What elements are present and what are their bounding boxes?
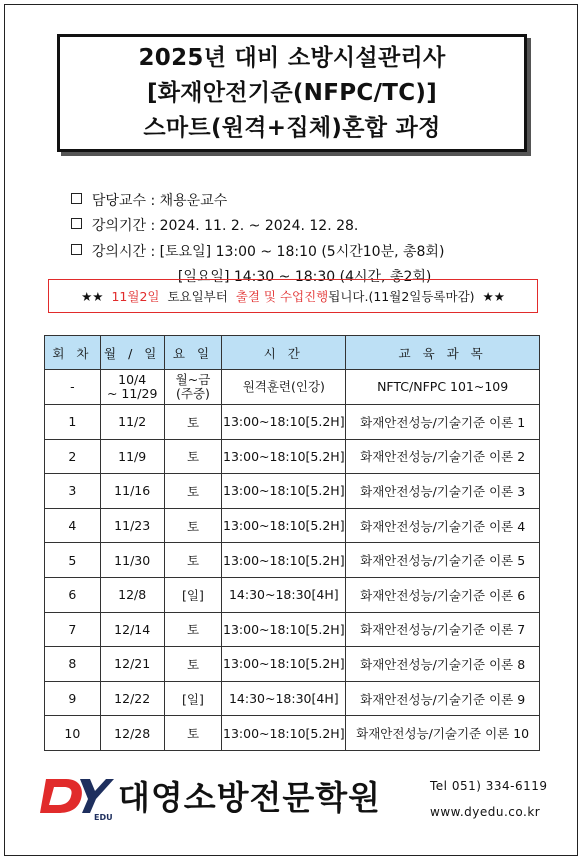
- header-time: 시 간: [222, 336, 346, 370]
- notice-stars-right: ★★: [482, 288, 505, 304]
- cell-round: 3: [45, 474, 101, 509]
- cell-round: -: [45, 370, 101, 405]
- academy-tel: Tel 051) 334-6119: [430, 779, 548, 793]
- notice-text-2: 됩니다.(11월2일등록마감): [328, 289, 475, 304]
- cell-subject: 화재안전성능/기술기준 이론 6: [346, 577, 540, 612]
- cell-date: 11/2: [100, 405, 164, 440]
- cell-date-line-1: 10/4: [118, 372, 147, 387]
- cell-date: 11/16: [100, 474, 164, 509]
- cell-subject: NFTC/NFPC 101~109: [346, 370, 540, 405]
- cell-day: 토: [164, 647, 222, 682]
- cell-round: 1: [45, 405, 101, 440]
- title-line-2: [화재안전기준(NFPC/TC)]: [146, 79, 438, 106]
- cell-time: 13:00~18:10[5.2H]: [222, 439, 346, 474]
- cell-subject: 화재안전성능/기술기준 이론 8: [346, 647, 540, 682]
- cell-day: [일]: [164, 681, 222, 716]
- cell-round: 9: [45, 681, 101, 716]
- cell-time: 14:30~18:30[4H]: [222, 681, 346, 716]
- cell-round: 7: [45, 612, 101, 647]
- cell-date-line-2: ~ 11/29: [106, 386, 158, 401]
- table-row: [45, 716, 540, 751]
- cell-day: 토: [164, 508, 222, 543]
- notice-text-1: 토요일부터: [167, 289, 228, 304]
- info-period-text: 강의기간 : 2024. 11. 2. ~ 2024. 12. 28.: [91, 218, 359, 234]
- title-line-3: 스마트(원격+집체)혼합 과정: [143, 114, 441, 141]
- checkbox-bullet-icon: [71, 244, 82, 255]
- cell-date: 11/9: [100, 439, 164, 474]
- table-row: [45, 439, 540, 474]
- table-row: [45, 577, 540, 612]
- cell-date: 12/14: [100, 612, 164, 647]
- cell-day: 토: [164, 474, 222, 509]
- cell-date: [100, 370, 164, 405]
- cell-round: 10: [45, 716, 101, 751]
- table-row: [45, 508, 540, 543]
- cell-round: 2: [45, 439, 101, 474]
- cell-time: 13:00~18:10[5.2H]: [222, 543, 346, 578]
- cell-time: 13:00~18:10[5.2H]: [222, 647, 346, 682]
- notice-attend-text: 출결 및 수업진행: [235, 289, 329, 304]
- header-subject: 교 육 과 목: [346, 336, 540, 370]
- cell-day-line-1: 월~금: [175, 372, 211, 387]
- cell-time: 13:00~18:10[5.2H]: [222, 612, 346, 647]
- table-row: [45, 681, 540, 716]
- info-time-text-2: [일요일] 14:30 ~ 18:30 (4시간, 총2회): [177, 269, 432, 285]
- cell-day: 토: [164, 543, 222, 578]
- table-row: [45, 543, 540, 578]
- cell-day: [164, 370, 222, 405]
- cell-time: 14:30~18:30[4H]: [222, 577, 346, 612]
- cell-time: 13:00~18:10[5.2H]: [222, 405, 346, 440]
- cell-day: [일]: [164, 577, 222, 612]
- cell-subject: 화재안전성능/기술기준 이론 1: [346, 405, 540, 440]
- table-row: [45, 370, 540, 405]
- cell-time: 13:00~18:10[5.2H]: [222, 474, 346, 509]
- notice-stars-left: ★★: [81, 288, 104, 304]
- cell-date: 12/21: [100, 647, 164, 682]
- info-time-text-1: 강의시간 : [토요일] 13:00 ~ 18:10 (5시간10분, 총8회): [91, 244, 445, 260]
- table-row: [45, 474, 540, 509]
- cell-round: 6: [45, 577, 101, 612]
- cell-round: 8: [45, 647, 101, 682]
- cell-subject: 화재안전성능/기술기준 이론 9: [346, 681, 540, 716]
- cell-subject: 화재안전성능/기술기준 이론 7: [346, 612, 540, 647]
- dy-edu-logo: [40, 771, 114, 821]
- cell-date: 11/30: [100, 543, 164, 578]
- notice-date: 11월2일: [111, 289, 160, 304]
- cell-round: 4: [45, 508, 101, 543]
- logo-edu-text: EDU: [94, 813, 113, 821]
- table-header-row: [45, 336, 540, 370]
- academy-website: www.dyedu.co.kr: [430, 805, 541, 819]
- cell-date: 12/22: [100, 681, 164, 716]
- cell-time: 13:00~18:10[5.2H]: [222, 716, 346, 751]
- cell-date: 11/23: [100, 508, 164, 543]
- cell-subject: 화재안전성능/기술기준 이론 2: [346, 439, 540, 474]
- cell-day: 토: [164, 612, 222, 647]
- cell-subject: 화재안전성능/기술기준 이론 4: [346, 508, 540, 543]
- cell-date: 12/28: [100, 716, 164, 751]
- cell-day: 토: [164, 716, 222, 751]
- cell-time: 원격훈련(인강): [222, 370, 346, 405]
- header-round: 회 차: [45, 336, 101, 370]
- cell-subject: 화재안전성능/기술기준 이론 10: [346, 716, 540, 751]
- header-day: 요 일: [164, 336, 222, 370]
- cell-day: 토: [164, 439, 222, 474]
- cell-time: 13:00~18:10[5.2H]: [222, 508, 346, 543]
- cell-day-line-2: (주중): [176, 386, 210, 401]
- header-date: 월 / 일: [100, 336, 164, 370]
- academy-name: 대영소방전문학원: [118, 778, 382, 817]
- cell-subject: 화재안전성능/기술기준 이론 3: [346, 474, 540, 509]
- cell-subject: 화재안전성능/기술기준 이론 5: [346, 543, 540, 578]
- cell-date: 12/8: [100, 577, 164, 612]
- notice-banner: [48, 279, 538, 313]
- table-row: [45, 405, 540, 440]
- cell-day: 토: [164, 405, 222, 440]
- table-row: [45, 612, 540, 647]
- info-professor-text: 담당교수 : 채용운교수: [91, 193, 228, 209]
- title-line-1: 2025년 대비 소방시설관리사: [138, 44, 446, 71]
- cell-round: 5: [45, 543, 101, 578]
- table-row: [45, 647, 540, 682]
- schedule-table: [44, 335, 540, 751]
- title-box: [57, 34, 527, 152]
